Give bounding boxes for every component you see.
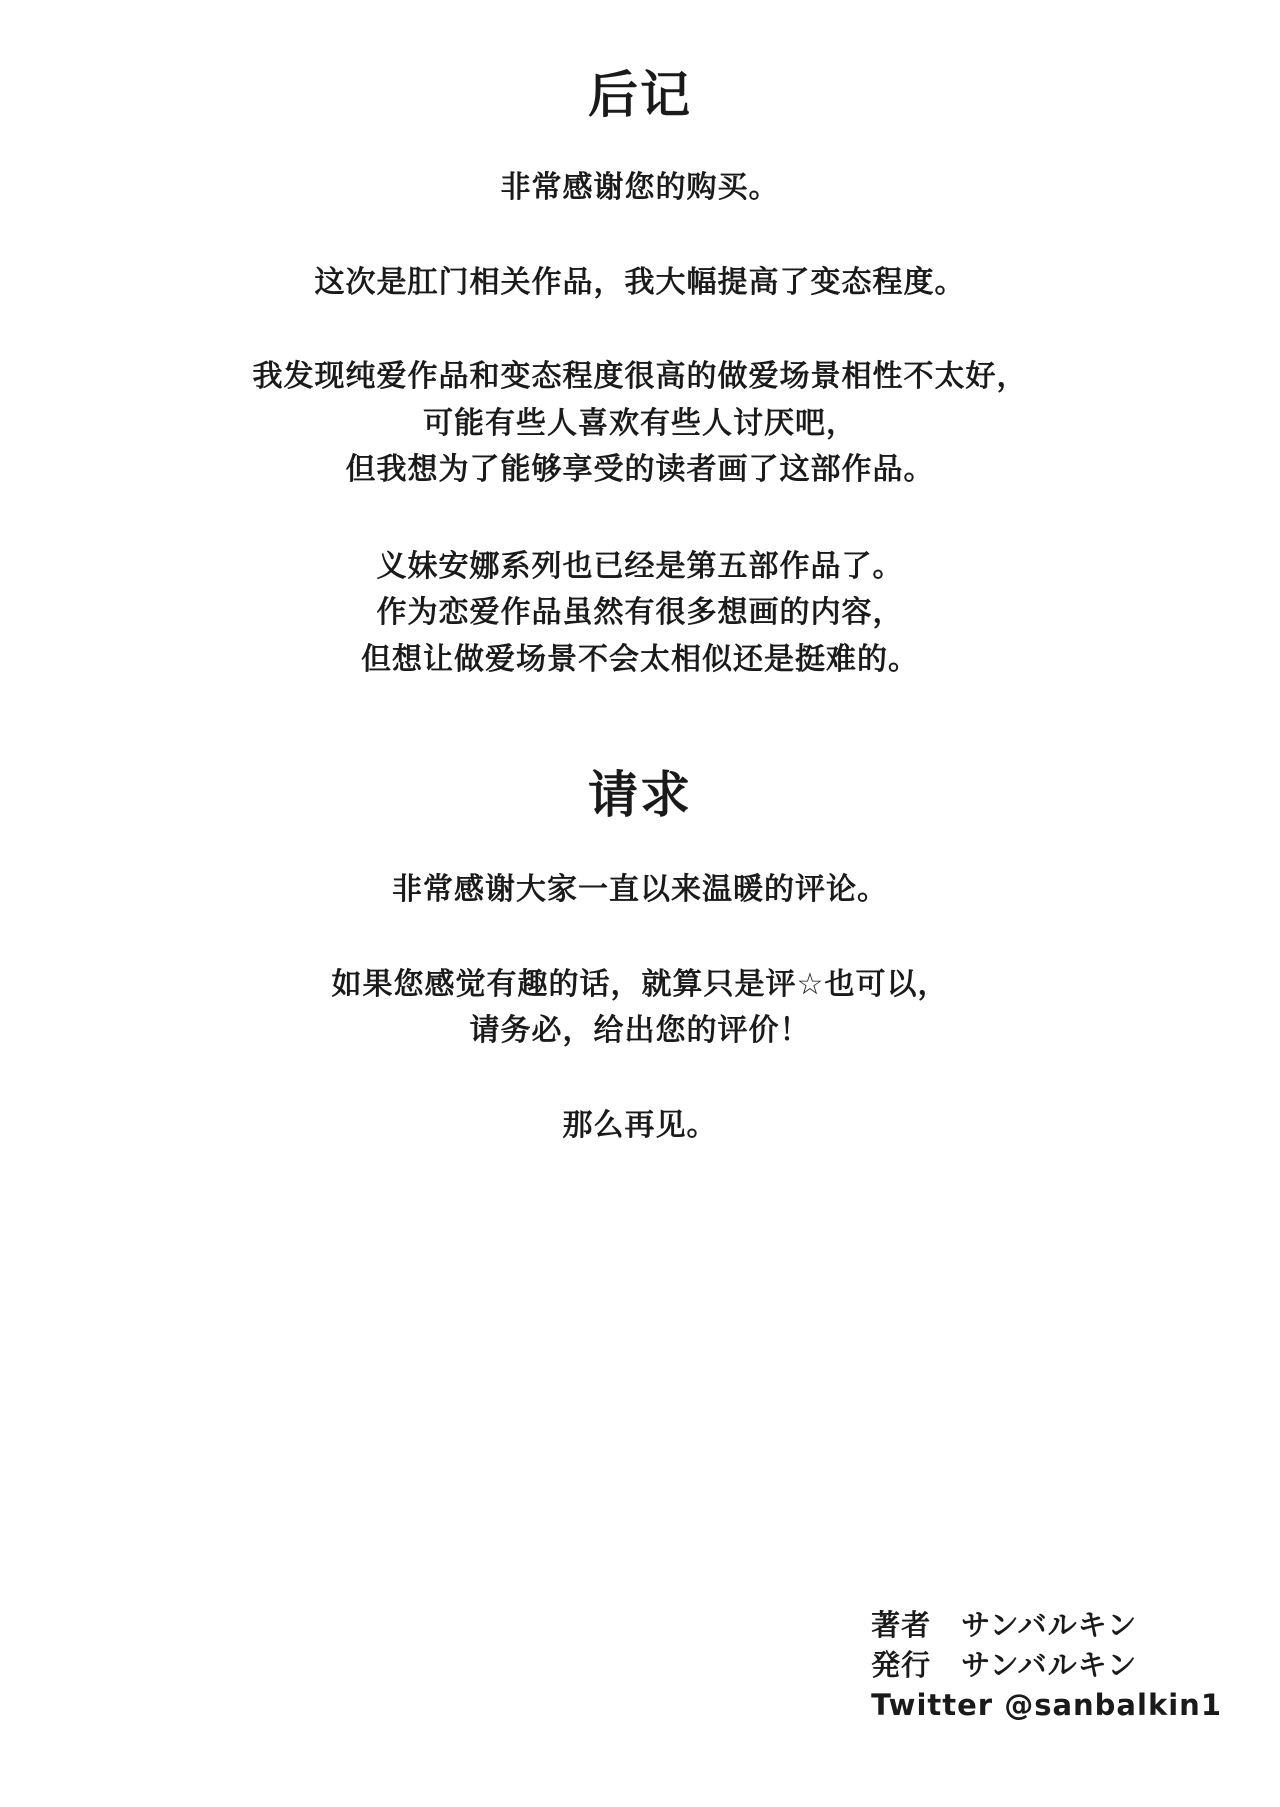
afterword-paragraph: 我发现纯爱作品和变态程度很高的做爱场景相性不太好， 可能有些人喜欢有些人讨厌吧， 但我想为了能够享受的读者画了这部作品。 <box>252 359 1028 487</box>
colophon-publisher: 発行 サンバルキン <box>871 1647 1138 1682</box>
colophon-author: 著者 サンバルキン <box>871 1607 1138 1642</box>
afterword-section <box>0 68 1280 683</box>
colophon-twitter: Twitter @sanbalkin1 <box>871 1687 1222 1722</box>
colophon <box>871 1605 1222 1725</box>
request-title: 请求 <box>588 766 692 824</box>
request-paragraph: 如果您感觉有趣的话，就算只是评☆也可以， 请务必，给出您的评价！ <box>331 966 949 1048</box>
request-paragraph: 那么再见。 <box>562 1107 718 1143</box>
afterword-title: 后记 <box>588 66 692 124</box>
request-section <box>0 768 1280 1149</box>
request-paragraph: 非常感谢大家一直以来温暖的评论。 <box>392 872 888 907</box>
afterword-paragraph: 这次是肛门相关作品，我大幅提高了变态程度。 <box>314 264 966 300</box>
afterword-paragraph: 义妹安娜系列也已经是第五部作品了。 作为恋爱作品虽然有很多想画的内容， 但想让做爱场景不会太相似还是挺难的。 <box>361 548 919 677</box>
afterword-paragraph: 非常感谢您的购买。 <box>500 170 780 205</box>
